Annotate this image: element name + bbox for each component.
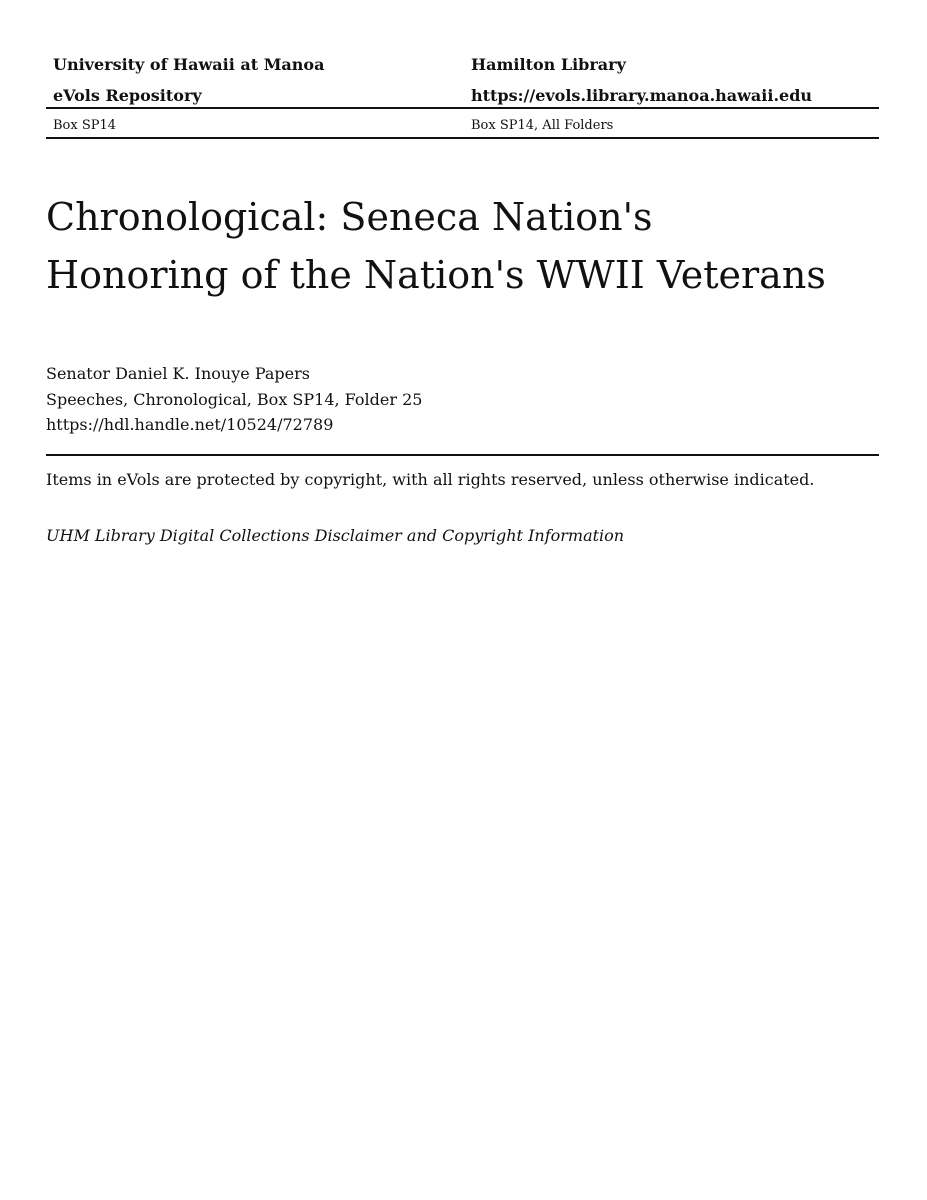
title-line-2: Honoring of the Nation's WWII Veterans [46,253,826,297]
box-folders-label: Box SP14, All Folders [471,118,614,133]
header-divider-bottom [46,137,879,139]
header-row-1 [46,54,879,85]
box-label: Box SP14 [53,118,117,133]
document-title [46,188,879,304]
collection-name: Senator Daniel K. Inouye Papers [46,364,310,383]
metadata-divider [46,454,879,456]
disclaimer-link[interactable]: UHM Library Digital Collections Disclaimer and Copyright Information [46,526,625,545]
header-divider-top [46,107,879,109]
institution-name: University of Hawaii at Manoa [53,55,325,74]
library-name: Hamilton Library [471,55,626,74]
repository-name: eVols Repository [53,86,202,105]
rights-statement: Items in eVols are protected by copyright, with all rights reserved, unless otherwise indicated. [46,470,815,489]
document-metadata [46,361,422,438]
title-line-1: Chronological: Seneca Nation's [46,195,653,239]
handle-link[interactable]: https://hdl.handle.net/10524/72789 [46,415,334,434]
header-row-2 [46,85,879,116]
repository-url-link[interactable]: https://evols.library.manoa.hawaii.edu [471,86,813,105]
series-info: Speeches, Chronological, Box SP14, Folder 25 [46,389,423,409]
